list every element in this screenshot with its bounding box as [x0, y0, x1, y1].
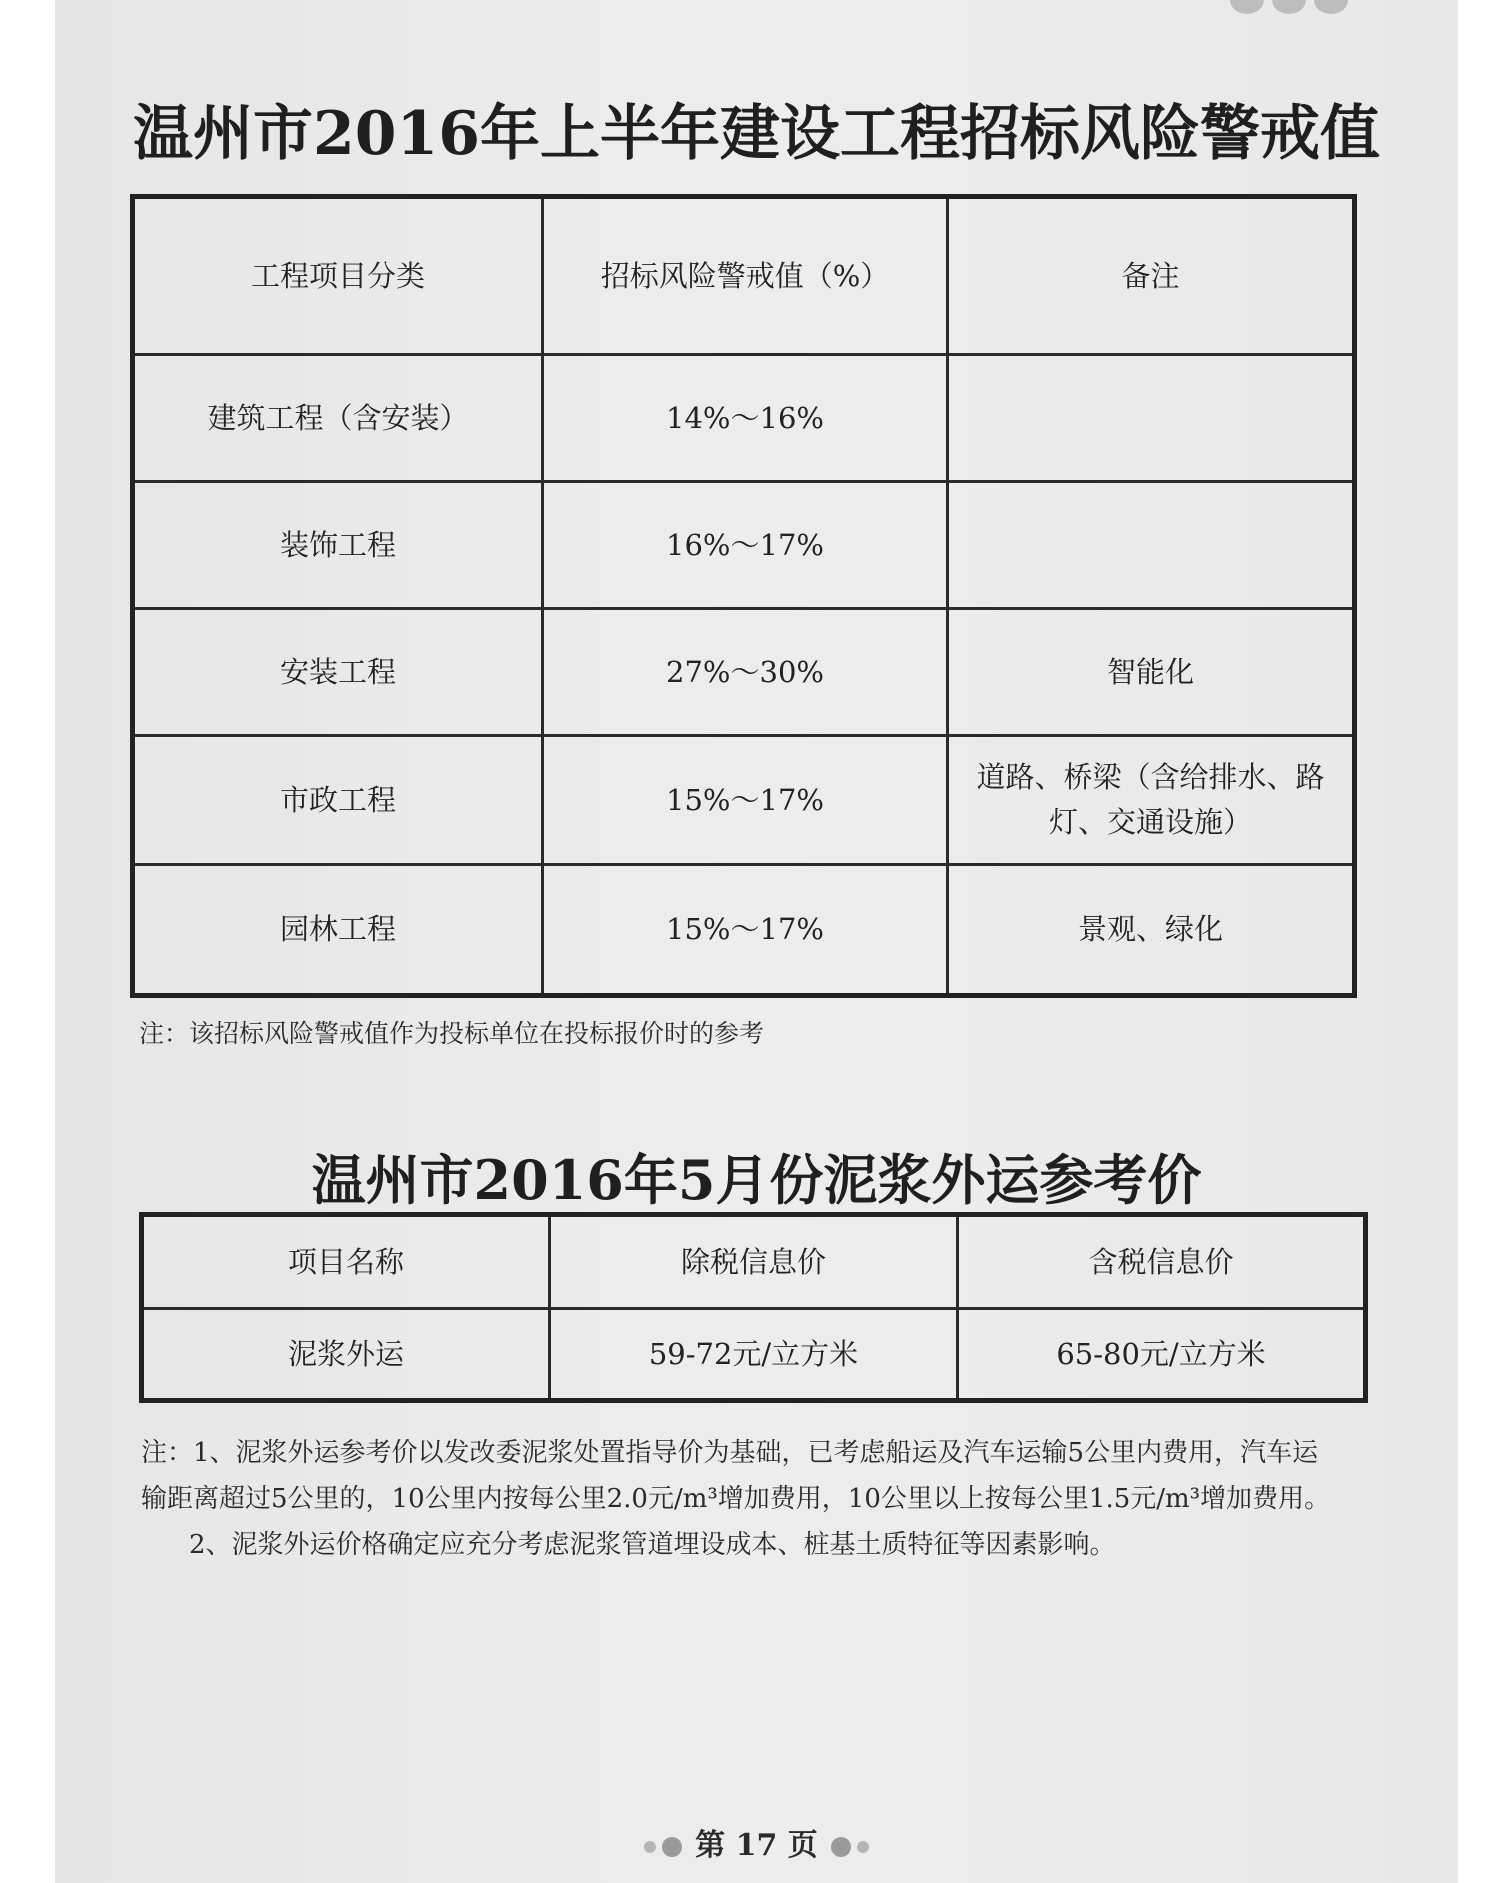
header-cell: 除税信息价 — [550, 1215, 958, 1309]
table-header-row — [133, 197, 1355, 355]
value-cell: 16%～17% — [543, 482, 948, 609]
table-header-row — [142, 1215, 1366, 1309]
table-row — [133, 865, 1355, 996]
risk-table-note: 注：该招标风险警戒值作为投标单位在投标报价时的参考 — [139, 1019, 765, 1048]
remark-cell — [948, 355, 1355, 482]
value-cell: 14%～16% — [543, 355, 948, 482]
mud-price-table — [139, 1212, 1368, 1403]
header-cell: 含税信息价 — [958, 1215, 1366, 1309]
remark-cell: 智能化 — [948, 609, 1355, 736]
table-row — [142, 1309, 1366, 1401]
ex-tax-price-cell: 59-72元/立方米 — [550, 1309, 958, 1401]
category-cell: 安装工程 — [133, 609, 543, 736]
decor-dot — [1314, 0, 1348, 14]
mud-table-title: 温州市2016年5月份泥浆外运参考价 — [311, 1148, 1202, 1212]
category-cell: 园林工程 — [133, 865, 543, 996]
header-cell: 项目名称 — [142, 1215, 550, 1309]
risk-warning-table — [130, 194, 1357, 998]
category-cell: 装饰工程 — [133, 482, 543, 609]
table-row — [133, 609, 1355, 736]
header-cell: 备注 — [948, 197, 1355, 355]
value-cell: 15%～17% — [543, 736, 948, 865]
table-row — [133, 736, 1355, 865]
header-cell: 工程项目分类 — [133, 197, 543, 355]
decor-dot — [1230, 0, 1264, 14]
decor-dot — [644, 1841, 656, 1853]
category-cell: 市政工程 — [133, 736, 543, 865]
note-line: 输距离超过5公里的，10公里内按每公里2.0元/m³增加费用，10公里以上按每公里1.5元/m³增加费用。 — [141, 1484, 1331, 1514]
document-page — [55, 0, 1458, 1883]
decor-dot — [831, 1837, 851, 1857]
inc-tax-price-cell: 65-80元/立方米 — [958, 1309, 1366, 1401]
decor-dot — [662, 1837, 682, 1857]
item-name-cell: 泥浆外运 — [142, 1309, 550, 1401]
remark-cell — [948, 482, 1355, 609]
note-line: 注：1、泥浆外运参考价以发改委泥浆处置指导价为基础，已考虑船运及汽车运输5公里内费用，汽车运 — [141, 1438, 1319, 1468]
value-cell: 27%～30% — [543, 609, 948, 736]
table-row — [133, 355, 1355, 482]
risk-table-title: 温州市2016年上半年建设工程招标风险警戒值 — [133, 99, 1380, 169]
decor-dot — [857, 1841, 869, 1853]
note-line: 2、泥浆外运价格确定应充分考虑泥浆管道埋设成本、桩基土质特征等因素影响。 — [189, 1530, 1116, 1560]
page-number: 第 17 页 — [695, 1828, 818, 1863]
decor-dot — [1272, 0, 1306, 14]
remark-cell: 道路、桥梁（含给排水、路灯、交通设施） — [948, 736, 1355, 865]
value-cell: 15%～17% — [543, 865, 948, 996]
category-cell: 建筑工程（含安装） — [133, 355, 543, 482]
table-row — [133, 482, 1355, 609]
page-footer — [55, 1820, 1458, 1864]
mud-price-notes — [141, 1430, 1381, 1568]
remark-cell: 景观、绿化 — [948, 865, 1355, 996]
header-cell: 招标风险警戒值（%） — [543, 197, 948, 355]
decorative-dots — [1230, 0, 1348, 14]
